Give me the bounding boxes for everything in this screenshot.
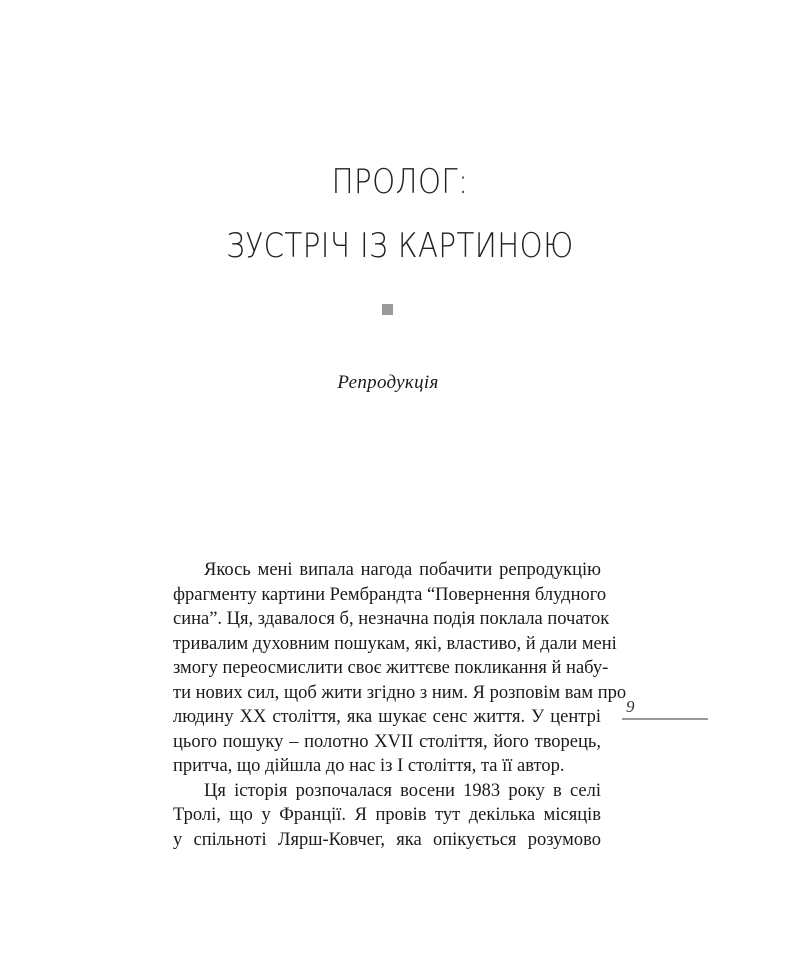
body-line: Ця історія розпочалася восени 1983 року в селі: [204, 780, 601, 801]
body-line: сина”. Ця, здавалося б, незначна подія поклала початок: [173, 609, 610, 629]
page-number: 9: [626, 697, 635, 716]
body-line: фрагменту картини Рембрандта “Повернення блудного: [173, 584, 607, 605]
page-number-rule: [622, 718, 708, 720]
section-heading: Репродукція: [337, 372, 439, 393]
square-ornament-icon: [382, 304, 393, 315]
body-text: [173, 558, 627, 852]
body-line: Якось мені випала нагода побачити репродукцію: [204, 560, 601, 580]
chapter-title-line-1: ПРОЛОГ:: [331, 162, 469, 202]
chapter-title-line-2: ЗУСТРІЧ ІЗ КАРТИНОЮ: [226, 226, 574, 266]
body-line: людину XX століття, яка шукає сенс життя. У центрі: [173, 707, 601, 727]
body-line: тривалим духовним пошукам, які, властиво, й дали мені: [173, 633, 617, 654]
body-line: цього пошуку – полотно XVII століття, його творець,: [173, 731, 601, 752]
body-line: у спільноті Лярш-Ковчег, яка опікується розумово: [173, 829, 601, 850]
body-line: притча, що дійшла до нас із I століття, та її автор.: [173, 756, 565, 776]
body-line: Тролі, що у Франції. Я провів тут декілька місяців: [173, 805, 601, 825]
body-line: змогу переосмислити своє життєве покликання й набу-: [173, 658, 609, 678]
body-line: ти нових сил, щоб жити згідно з ним. Я розповім вам про: [173, 682, 627, 703]
